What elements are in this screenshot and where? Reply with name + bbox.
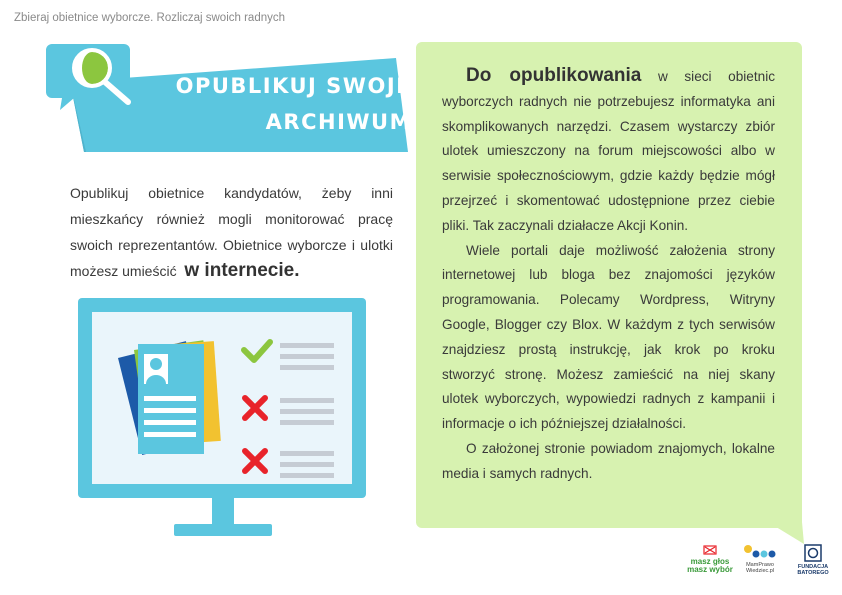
right-lead: Do opublikowania <box>466 65 642 86</box>
right-paragraph-2: Wiele portali daje możliwość założenia strony internetowej lub bloga bez znajomości języków programowania. Polecamy Wordpress, Witryny Google, Blogger czy Blox. W każdym z tych serwisów znajdziesz prostą instrukcję, jak krok po kroku stworzyć stronę. Możesz zamieścić na niej skany ulotek wyborczych, wypowiedzi radnych z kampanii i informacje o ich późniejszej działalności. <box>442 242 775 432</box>
intro-text: Opublikuj obietnice kandydatów, żeby inni mieszkańcy również mogli monitorować pracę swoich reprezentantów. Obietnice wyborcze i ulotki możesz umieścić <box>70 185 393 279</box>
partner-logos <box>0 544 842 594</box>
logo-fundacja-batorego <box>794 544 832 576</box>
logo-mamprawowiedziec <box>738 544 782 574</box>
banner-title-line2: ARCHIWUM <box>265 110 412 134</box>
banner-title-line1: OPUBLIKUJ SWOJE <box>175 74 412 98</box>
dots-icon <box>743 544 777 560</box>
monitor-checklist-icon <box>78 298 368 548</box>
right-paragraph-1 <box>442 64 775 239</box>
intro-emphasis: w internecie. <box>184 260 300 281</box>
right-p1-text: w sieci obietnic wyborczych radnych nie potrzebujesz informatyka ani skomplikowanych narzędzi. Czasem wystarczy zbiór ulotek umieszczony na forum miejscowości albo w serwisie społecznościowym, gdzie każdy będzie mógł przejrzeć i skomentować udostępnione przez ciebie pliki. Tak zaczynali działacze Akcji Konin. <box>442 69 776 233</box>
intro-paragraph <box>70 180 393 284</box>
right-article <box>442 64 775 487</box>
logo1-text: masz głos masz wybór <box>687 557 733 574</box>
page-caption: Zbieraj obietnice wyborcze. Rozliczaj swoich radnych <box>14 12 286 24</box>
ballot-icon <box>700 544 720 556</box>
batory-emblem-icon <box>804 544 822 562</box>
logo3-text: FUNDACJA BATOREGO <box>797 564 829 576</box>
banner-title <box>172 68 412 140</box>
logo2-text: MamPrawo Wiedziec.pl <box>745 562 775 574</box>
logo-masz-glos <box>684 544 736 574</box>
right-paragraph-3: O założonej stronie powiadom znajomych, lokalne media i samych radnych. <box>442 440 775 481</box>
